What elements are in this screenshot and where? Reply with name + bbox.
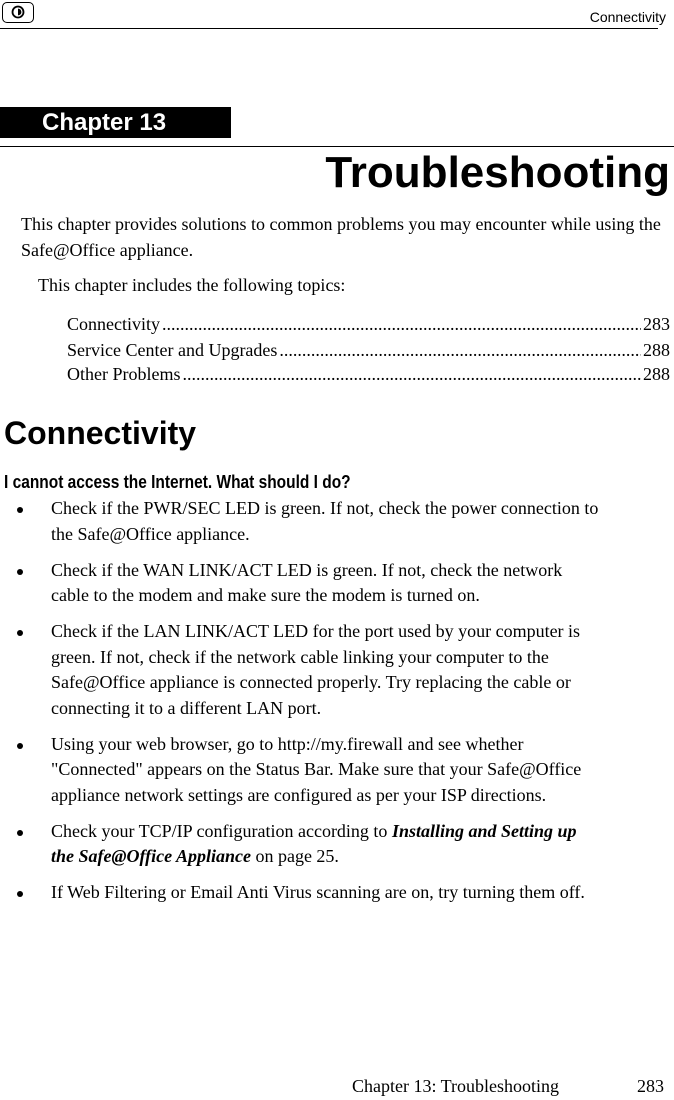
- bullet-icon: [17, 891, 23, 897]
- bullet-icon: [17, 830, 23, 836]
- chapter-title: Troubleshooting: [325, 148, 670, 197]
- checkpoint-logo: [2, 2, 34, 23]
- bullet-icon: [17, 743, 23, 749]
- faq-question: I cannot access the Internet. What should I do?: [4, 472, 351, 492]
- cross-reference-prefix: Check your TCP/IP configuration according to: [51, 820, 392, 841]
- running-header-title: Connectivity: [589, 9, 666, 25]
- bullet-icon: [17, 569, 23, 575]
- list-item: Check if the WAN LINK/ACT LED is green. If not, check the network cable to the modem and make sure the modem is turned on.: [0, 558, 640, 609]
- toc-page: 288: [643, 340, 670, 360]
- cross-reference-suffix: on page 25.: [250, 846, 339, 866]
- toc-page: 288: [643, 364, 670, 384]
- toc-label: Service Center and Upgrades: [67, 340, 278, 360]
- toc-leader: [279, 338, 641, 362]
- topics-intro: This chapter includes the following topics:: [38, 275, 346, 295]
- answer-list: [0, 496, 640, 916]
- toc-label: Other Problems: [67, 364, 181, 384]
- toc-page: 283: [643, 314, 670, 334]
- list-item: Check if the PWR/SEC LED is green. If not, check the power connection to the Safe@Office appliance.: [0, 496, 640, 547]
- toc-entry-other-problems[interactable]: [67, 362, 670, 386]
- cross-reference-link[interactable]: Installing and Setting up the Safe@Office Appliance: [51, 820, 577, 866]
- toc-entry-service-center[interactable]: [67, 338, 670, 362]
- bullet-icon: [17, 630, 23, 636]
- chapter-label: Chapter 13: [0, 107, 231, 138]
- toc-label: Connectivity: [67, 314, 160, 334]
- toc-leader: [182, 362, 641, 386]
- list-item: [0, 819, 640, 870]
- bullet-icon: [17, 507, 23, 513]
- page-number: 283: [637, 1076, 664, 1096]
- toc-leader: [162, 312, 641, 336]
- list-item: Using your web browser, go to http://my.firewall and see whether "Connected" appears on the Status Bar. Make sure that your Safe@Office appliance network settings are configured as per your ISP directions.: [0, 732, 640, 809]
- checkpoint-logo-icon: [10, 5, 26, 19]
- chapter-intro: This chapter provides solutions to common problems you may encounter while using the Safe@Office appliance.: [21, 214, 661, 260]
- footer-chapter: Chapter 13: Troubleshooting: [352, 1076, 560, 1096]
- section-heading: Connectivity: [4, 415, 197, 451]
- list-item: If Web Filtering or Email Anti Virus scanning are on, try turning them off.: [0, 880, 640, 906]
- toc-entry-connectivity[interactable]: [67, 312, 670, 336]
- header-divider: [0, 28, 658, 29]
- list-item: Check if the LAN LINK/ACT LED for the port used by your computer is green. If not, check if the network cable linking your computer to the Safe@Office appliance is connected properly. Try replacing the cable or connecting it to a different LAN port.: [0, 619, 640, 721]
